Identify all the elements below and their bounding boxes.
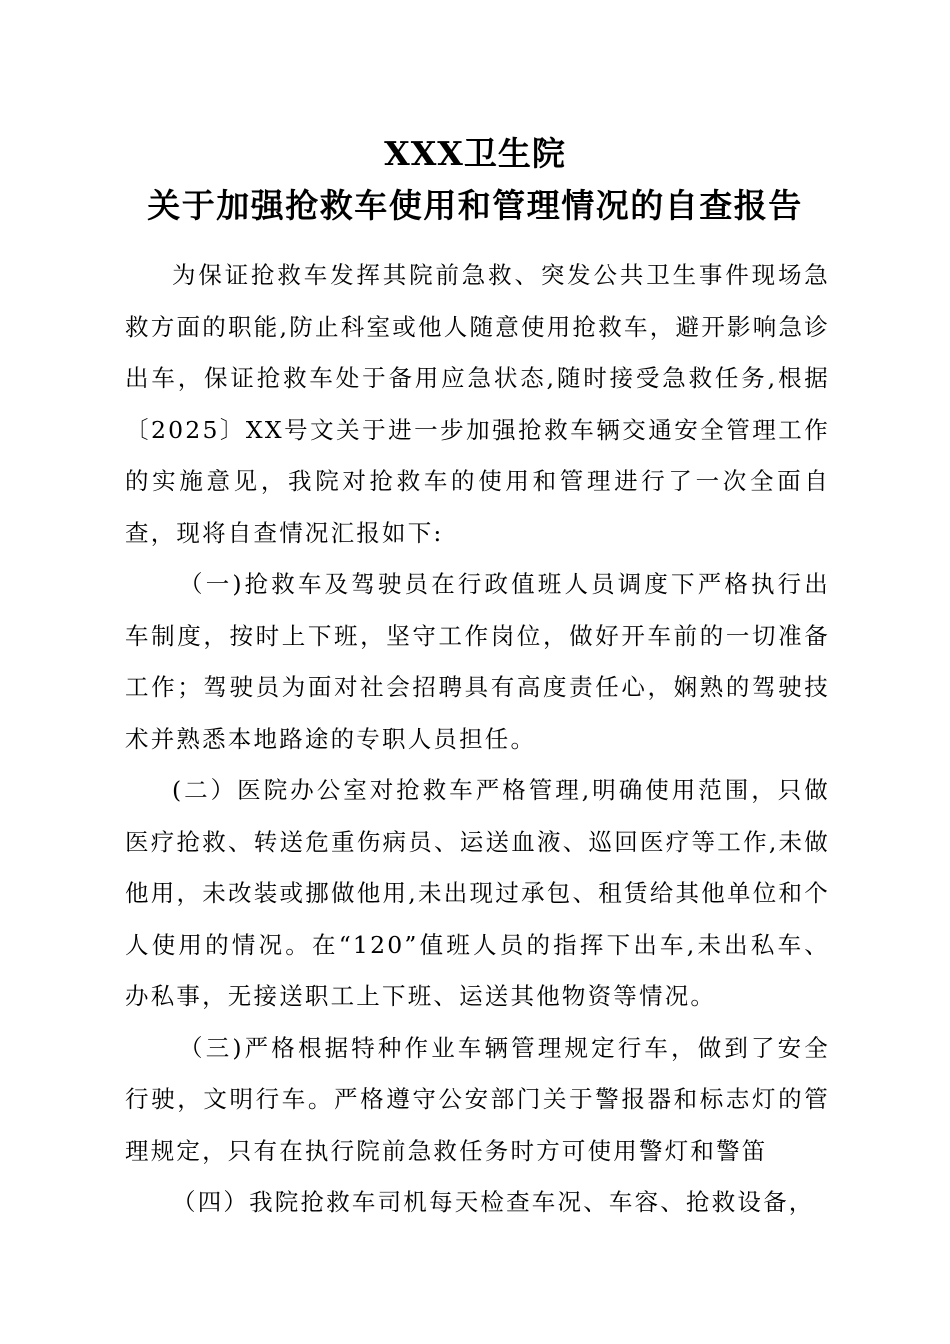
document-title: 关于加强抢救车使用和管理情况的自查报告: [147, 186, 803, 225]
section-1-paragraph: （一)抢救车及驾驶员在行政值班人员调度下严格执行出车制度，按时上下班，坚守工作岗位，做好开车前的一切准备工作；驾驶员为面对社会招聘具有高度责任心，娴熟的驾驶技术并熟悉本地路途的专职人员担任。: [125, 570, 830, 753]
section-3-paragraph: （三)严格根据特种作业车辆管理规定行车，做到了安全行驶，文明行车。严格遵守公安部门关于警报器和标志灯的管理规定，只有在执行院前急救任务时方可使用警灯和警笛: [125, 1033, 830, 1165]
intro-paragraph: 为保证抢救车发挥其院前急救、突发公共卫生事件现场急救方面的职能,防止科室或他人随意使用抢救车，避开影响急诊出车，保证抢救车处于备用应急状态,随时接受急救任务,根据〔2025〕XX号文关于进一步加强抢救车辆交通安全管理工作的实施意见，我院对抢救车的使用和管理进行了一次全面自查，现将自查情况汇报如下:: [125, 261, 830, 547]
document-body: [125, 250, 830, 1229]
section-2-paragraph: (二）医院办公室对抢救车严格管理,明确使用范围，只做医疗抢救、转送危重伤病员、运送血液、巡回医疗等工作,未做他用，未改装或挪做他用,未出现过承包、租赁给其他单位和个人使用的情况。在“120”值班人员的指挥下出车,未出私车、办私事，无接送职工上下班、运送其他物资等情况。: [125, 776, 830, 1010]
section-4-paragraph: （四）我院抢救车司机每天检查车况、车容、抢救设备，: [172, 1188, 815, 1216]
document-title-org: XXX卫生院: [384, 134, 566, 173]
